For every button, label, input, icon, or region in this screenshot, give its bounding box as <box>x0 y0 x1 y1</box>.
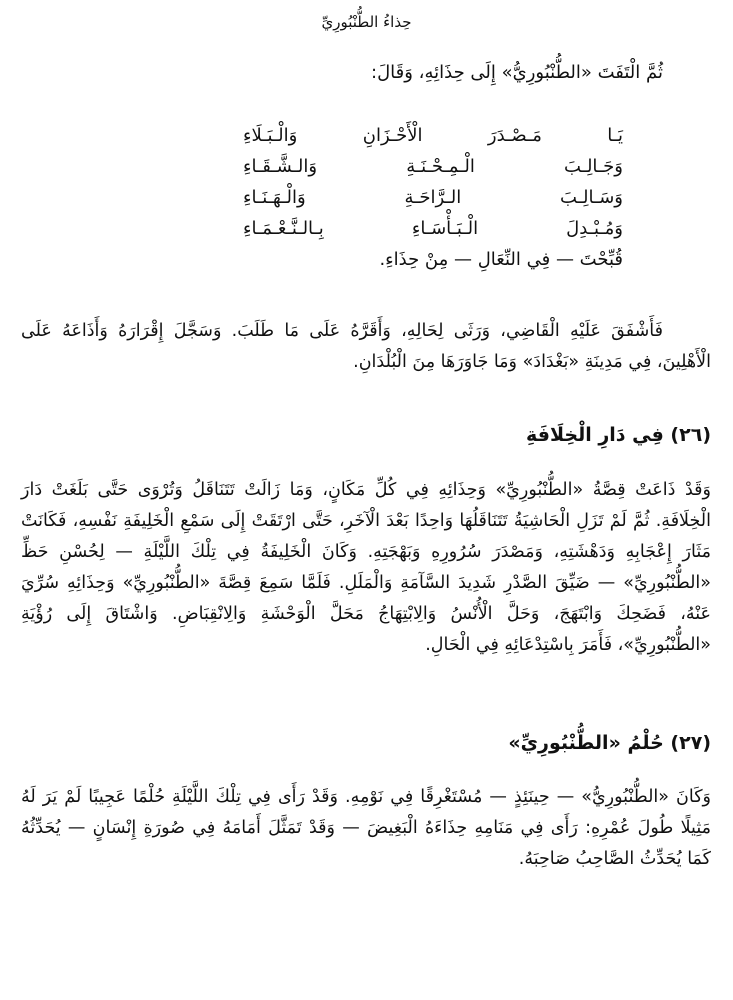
poem-line: وَسَـالِـبَ الـرَّاحَـةِ وَالْـهَـنَـاءِ <box>243 187 623 208</box>
section-heading: (٢٦) فِي دَارِ الْخِلَافَةِ <box>525 424 711 446</box>
section-heading: (٢٧) حُلْمُ «الطُّنْبُورِيِّ» <box>508 732 711 754</box>
paragraph: وَكَانَ «الطُّنْبُورِيُّ» — حِينَئِذٍ — مُسْتَغْرِقًا فِي نَوْمِهِ. وَقَدْ رَأَى فِي تِلْكَ اللَّيْلَةِ حُلْمًا عَجِيبًا لَمْ يَرَ لَهُ مَثِيلًا طُولَ عُمْرِهِ: رَأَى فِي مَنَامِهِ حِذَاءَهُ الْبَغِيضَ — وَقَدْ تَمَثَّلَ أَمَامَهُ فِي صُورَةِ إِنْسَانٍ — يُحَدِّثُهُ كَمَا يُحَدِّثُ الصَّاحِبُ صَاحِبَهُ. <box>21 787 711 869</box>
poem-line: يَـا مَـصْـدَرَ الْأَحْـزَانِ وَالْـبَـلَاءِ <box>243 125 623 146</box>
poem-line: وَجَـالِـبَ الْـمِـحْـنَـةِ وَالـشَّـقَـاءِ <box>243 156 623 177</box>
poem-block <box>243 120 623 275</box>
poem-line: وَمُـبْـدِلَ الْـبَـأْسَـاءِ بِـالـنَّـعْـمَـاءِ <box>243 218 623 239</box>
intro-line: ثُمَّ الْتَفَتَ «الطُّنْبُورِيُّ» إِلَى حِذَائِهِ، وَقَالَ: <box>371 62 663 83</box>
running-head: حِذاءُ الطُّنْبُورِيِّ <box>321 13 412 31</box>
paragraph: فَأَشْفَقَ عَلَيْهِ الْقَاضِي، وَرَثَى لِحَالِهِ، وَأَقَرَّهُ عَلَى مَا طَلَبَ. وَسَجَّلَ إِقْرَارَهُ وَأَذَاعَهُ عَلَى الْأَهْلِينَ، فِي مَدِينَةِ «بَغْدَادَ» وَمَا جَاوَرَهَا مِنَ الْبُلْدَانِ. <box>21 321 711 372</box>
paragraph: وَقَدْ ذَاعَتْ قِصَّةُ «الطُّنْبُورِيِّ» وَحِذَائِهِ فِي كُلِّ مَكَانٍ، وَمَا زَالَتْ تَتَنَاقَلُ وَتُرْوَى حَتَّى بَلَغَتْ دَارَ الْخِلَافَةِ. ثُمَّ لَمْ تَزَلِ الْحَاشِيَةُ تَتَنَاقَلُهَا وَاحِدًا بَعْدَ الْآخَرِ، حَتَّى ارْتَقَتْ إِلَى سَمْعِ الْخَلِيفَةِ نَفْسِهِ، فَكَانَتْ مَثَارَ إِعْجَابِهِ وَدَهْشَتِهِ، وَمَصْدَرَ سُرُورِهِ وَبَهْجَتِهِ. وَكَانَ الْخَلِيفَةُ فِي تِلْكَ اللَّيْلَةِ — لِحُسْنِ حَظِّ «الطُّنْبُورِيِّ» — ضَيِّقَ الصَّدْرِ شَدِيدَ السَّآمَةِ وَالْمَلَلِ. فَلَمَّا سَمِعَ قِصَّةَ «الطُّنْبُورِيِّ» وَحِذَائِهِ سُرِّيَ عَنْهُ، فَضَحِكَ وَابْتَهَجَ، وَحَلَّ الْأُنْسُ وَالِابْتِهَاجُ مَحَلَّ الْوَحْشَةِ وَالِانْقِبَاضِ. وَاشْتَاقَ إِلَى رُؤْيَةِ «الطُّنْبُورِيِّ»، فَأَمَرَ بِاسْتِدْعَائِهِ فِي الْحَالِ. <box>21 480 711 655</box>
poem-line: قُبِّحْتَ — فِي النِّعَالِ — مِنْ حِذَاءِ. <box>379 249 623 270</box>
